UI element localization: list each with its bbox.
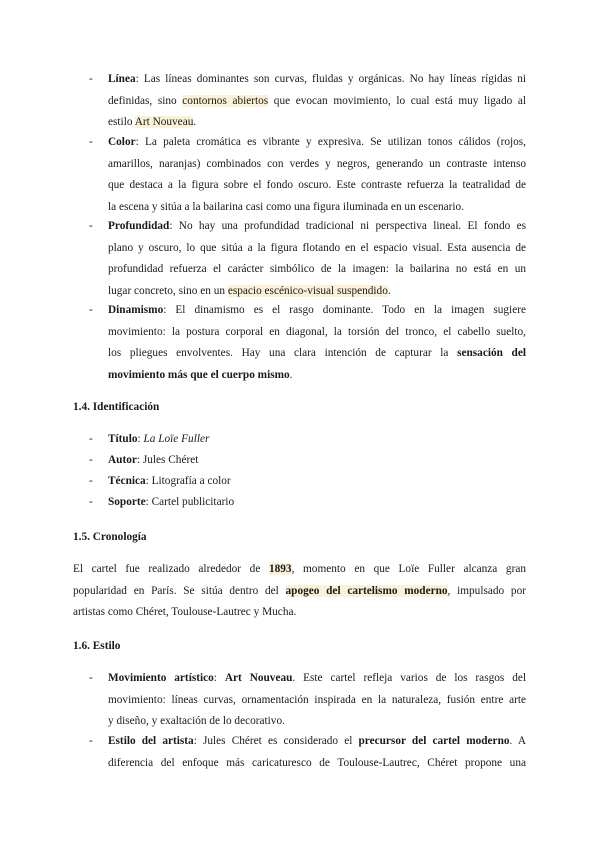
value-titulo: La Loïe Fuller	[143, 433, 210, 445]
text-line	[108, 132, 526, 154]
bullet: -	[89, 454, 93, 466]
list-item-linea	[89, 69, 527, 134]
text: los pliegues envolventes. Hay una clara intención de capturar la	[108, 347, 458, 360]
text: . A	[509, 735, 527, 747]
term-artista: Estilo del artista	[108, 735, 194, 747]
separator: :	[145, 475, 152, 487]
section-heading-estilo: 1.6. Estilo	[73, 640, 121, 652]
highlight: espacio escénico-visual suspendido	[227, 284, 388, 297]
text: : La paleta cromática es vibrante y expresiva. Se utilizan tonos cálidos (rojos,	[135, 136, 526, 148]
text: que evocan movimiento, lo cual está muy ligado al	[268, 94, 527, 107]
text-line: amarillos, naranjas) combinados con verdes y negros, generando un contraste intenso	[108, 157, 526, 170]
term-profundidad: Profundidad	[108, 220, 170, 232]
list-item-titulo	[89, 429, 210, 449]
text: El cartel fue realizado alrededor de	[73, 563, 269, 575]
text: : No hay una profundidad tradicional ni perspectiva lineal. El fondo es	[169, 220, 526, 232]
separator: :	[136, 454, 143, 466]
text: .	[193, 116, 197, 129]
separator: :	[145, 496, 152, 508]
text-line	[108, 343, 526, 365]
text-line: movimiento: la postura corporal en diagonal, la torsión del tronco, el cabello suelto,	[108, 325, 526, 338]
list-item-soporte	[89, 492, 235, 512]
text-line	[73, 581, 526, 603]
list-item-dinamismo	[89, 300, 526, 386]
term-dinamismo: Dinamismo	[108, 304, 164, 316]
list-item-profundidad	[89, 216, 526, 302]
bullet: -	[89, 73, 93, 85]
section-heading-cronologia: 1.5. Cronología	[73, 531, 147, 543]
bullet: -	[89, 735, 93, 747]
text-line: movimiento: líneas curvas, ornamentación inspirada en la naturaleza, fusión entre arte	[108, 693, 526, 706]
text: : Las líneas dominantes son curvas, fluidas y orgánicas. No hay líneas rígidas ni	[135, 73, 526, 85]
bullet: -	[89, 433, 93, 445]
highlight: 1893	[268, 563, 292, 575]
bullet: -	[89, 220, 93, 232]
text: . Este cartel refleja varios de los rasgos del	[292, 672, 526, 684]
bullet: -	[89, 304, 93, 316]
text-line	[108, 731, 526, 753]
text: : El dinamismo es el rasgo dominante. Todo en la imagen sugiere	[163, 304, 526, 316]
text: popularidad en París. Se sitúa dentro del	[73, 584, 286, 597]
section-heading-identificacion: 1.4. Identificación	[73, 401, 160, 413]
term-soporte: Soporte	[108, 496, 146, 508]
bold-text: sensación del	[457, 347, 526, 360]
bullet: -	[89, 672, 93, 684]
list-item-movimiento	[89, 668, 526, 733]
bold-text: movimiento más que el cuerpo mismo	[108, 368, 290, 381]
value-tecnica: Litografía a color	[151, 475, 231, 487]
text-line: y diseño, y exaltación de lo decorativo.	[108, 715, 285, 728]
bullet: -	[89, 496, 93, 508]
text-line	[108, 69, 526, 91]
separator: :	[137, 433, 144, 445]
term-titulo: Título	[108, 433, 138, 445]
text-line: plano y oscuro, lo que sitúa a la figura flotando en el espacio visual. Esta ausencia de	[108, 241, 526, 254]
highlight: apogeo del cartelismo moderno	[285, 584, 448, 597]
text: , impulsado por	[447, 584, 526, 597]
list-item-artista	[89, 731, 527, 774]
text-line	[108, 668, 526, 690]
highlight: Art Nouveau	[134, 116, 194, 129]
text: : Jules Chéret es considerado el	[193, 735, 359, 747]
bullet: -	[89, 475, 93, 487]
term-autor: Autor	[108, 454, 137, 466]
term-color: Color	[108, 136, 136, 148]
list-item-tecnica	[89, 471, 231, 491]
text-line: profundidad refuerza el carácter simbólico de la imagen: la bailarina no está en un	[108, 263, 526, 276]
text-line	[108, 300, 526, 322]
paragraph-cronologia	[73, 559, 526, 624]
bold-text: precursor del cartel moderno	[358, 735, 510, 747]
text-line	[108, 365, 526, 387]
text: definidas, sino	[108, 94, 183, 107]
value-autor: Jules Chéret	[142, 454, 199, 466]
text-line: artistas como Chéret, Toulouse-Lautrec y Mucha.	[73, 606, 297, 619]
highlight: contornos abiertos	[182, 94, 269, 107]
text-line	[108, 216, 526, 238]
text: estilo	[108, 116, 135, 129]
text: , momento en que Loïe Fuller alcanza gran	[291, 563, 527, 575]
text-line: diferencia del enfoque más caricaturesco de Toulouse-Lautrec, Chéret propone una	[108, 756, 526, 769]
separator: :	[213, 672, 225, 684]
text: .	[289, 368, 293, 381]
text-line: la escena y sitúa a la bailarina casi como una figura iluminada en un escenario.	[108, 200, 465, 213]
list-item-autor	[89, 450, 199, 470]
text: .	[387, 284, 391, 297]
bullet: -	[89, 136, 93, 148]
value-movimiento: Art Nouveau	[224, 672, 293, 684]
text-line	[73, 559, 526, 581]
value-soporte: Cartel publicitario	[151, 496, 235, 508]
text: lugar concreto, sino en un	[108, 284, 228, 297]
text-line	[108, 91, 526, 113]
term-movimiento: Movimiento artístico	[108, 672, 214, 684]
text-line: que destaca a la figura sobre el fondo oscuro. Este contraste refuerza la teatralidad de	[108, 179, 526, 192]
text-line	[108, 112, 526, 134]
list-item-color	[89, 132, 526, 218]
term-tecnica: Técnica	[108, 475, 146, 487]
term-linea: Línea	[108, 73, 136, 85]
